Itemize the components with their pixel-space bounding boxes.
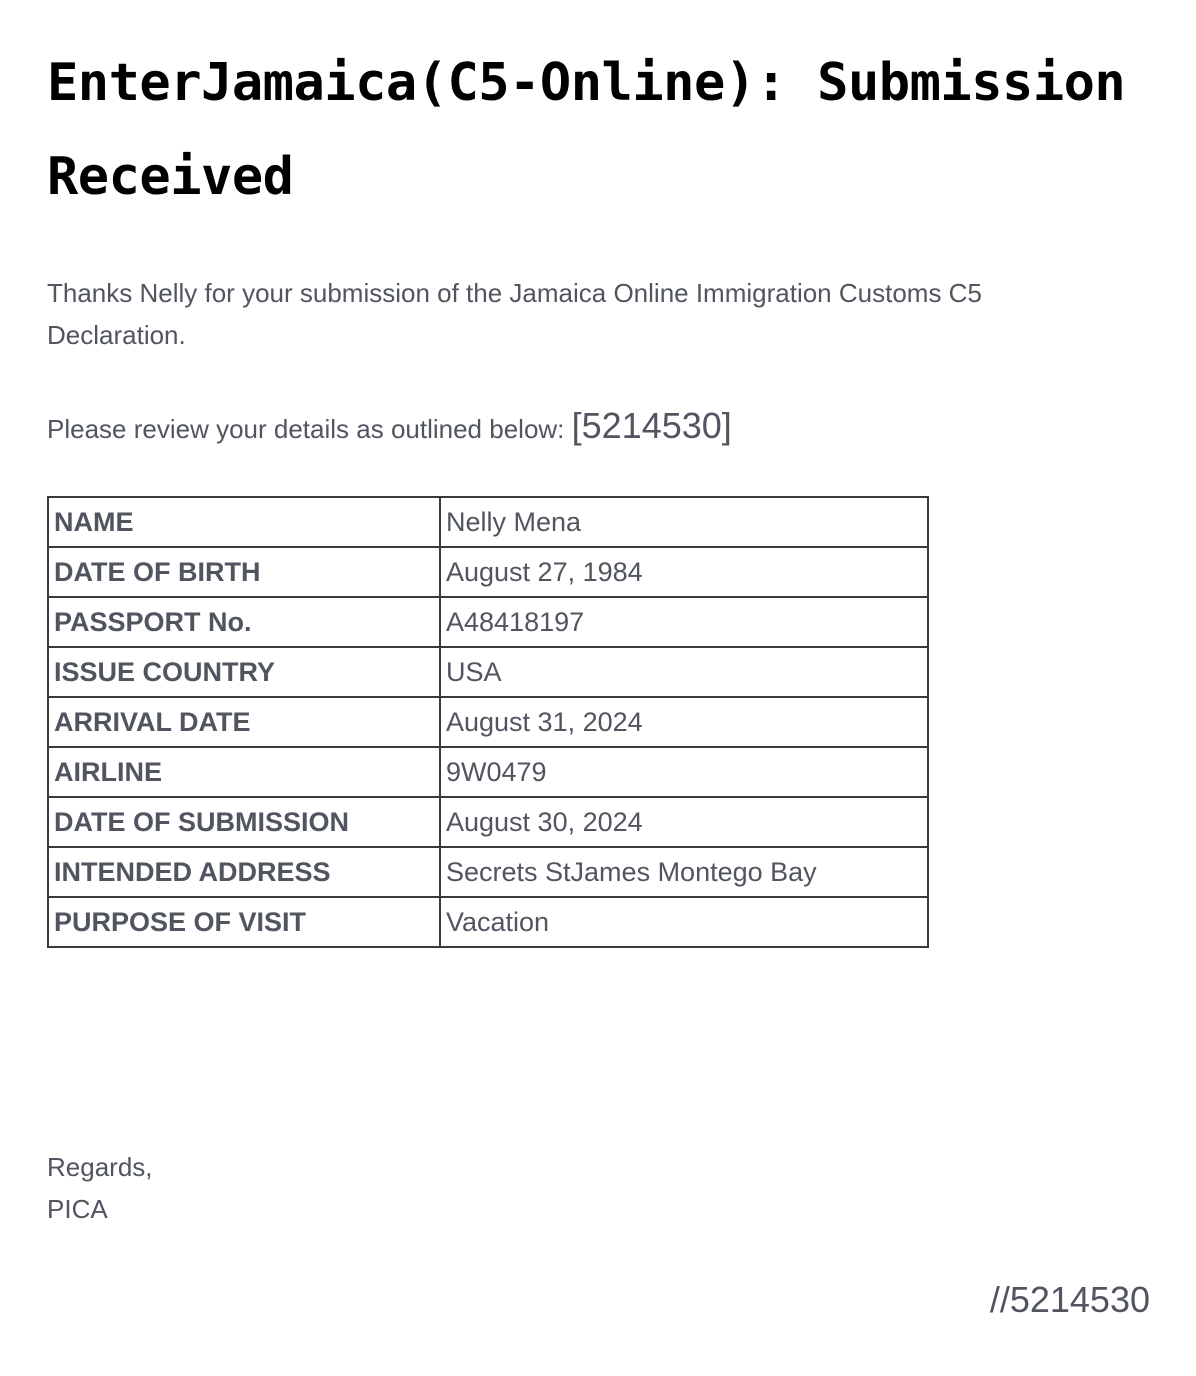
name-label: NAME: [48, 497, 440, 547]
date-of-birth-value: August 27, 1984: [440, 547, 928, 597]
table-row: [48, 597, 928, 647]
arrival-date-label: ARRIVAL DATE: [48, 697, 440, 747]
intended-address-label: INTENDED ADDRESS: [48, 847, 440, 897]
airline-value: 9W0479: [440, 747, 928, 797]
airline-label: AIRLINE: [48, 747, 440, 797]
table-row: [48, 697, 928, 747]
name-value: Nelly Mena: [440, 497, 928, 547]
table-row: [48, 847, 928, 897]
passport-number-value: A48418197: [440, 597, 928, 647]
email-body: [47, 0, 1157, 1224]
table-row: [48, 747, 928, 797]
review-text: Please review your details as outlined below:: [47, 414, 572, 444]
reference-number: [5214530]: [571, 405, 732, 446]
sender-name: PICA: [47, 1194, 108, 1224]
table-row: [48, 647, 928, 697]
review-line: [47, 400, 732, 455]
details-table: [47, 496, 929, 948]
table-row: [48, 497, 928, 547]
purpose-of-visit-label: PURPOSE OF VISIT: [48, 897, 440, 947]
table-row: [48, 797, 928, 847]
arrival-date-value: August 31, 2024: [440, 697, 928, 747]
date-of-submission-label: DATE OF SUBMISSION: [48, 797, 440, 847]
purpose-of-visit-value: Vacation: [440, 897, 928, 947]
intended-address-value: Secrets StJames Montego Bay: [440, 847, 928, 897]
footer-reference: //5214530: [989, 1279, 1150, 1320]
table-row: [48, 897, 928, 947]
signoff: [47, 1146, 153, 1230]
email-title: EnterJamaica(C5-Online): Submission Received: [47, 53, 1126, 207]
issue-country-label: ISSUE COUNTRY: [48, 647, 440, 697]
date-of-birth-label: DATE OF BIRTH: [48, 547, 440, 597]
regards-text: Regards,: [47, 1152, 153, 1182]
passport-number-label: PASSPORT No.: [48, 597, 440, 647]
issue-country-value: USA: [440, 647, 928, 697]
intro-paragraph: Thanks Nelly for your submission of the Jamaica Online Immigration Customs C5 Declaration.: [47, 278, 982, 350]
date-of-submission-value: August 30, 2024: [440, 797, 928, 847]
table-row: [48, 547, 928, 597]
